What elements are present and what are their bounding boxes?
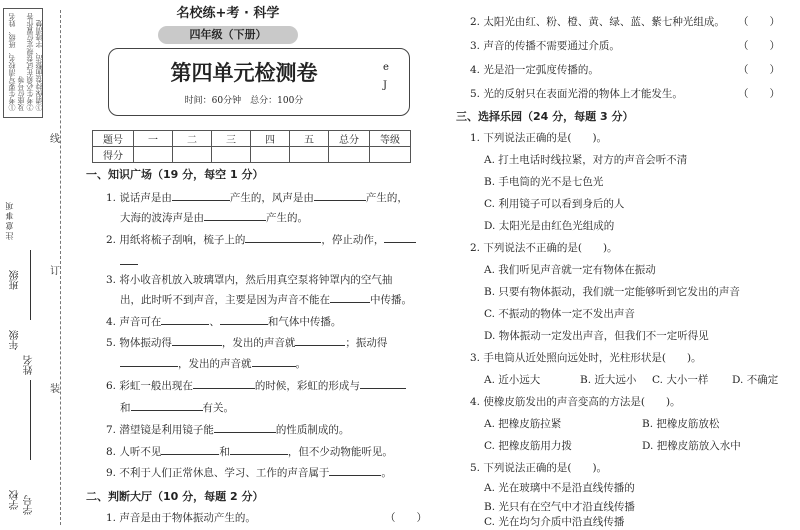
fold-line [60, 10, 61, 525]
question-9: 9. 不利于人们正常休息、学习、工作的声音属于 。 [106, 467, 392, 479]
question-2-cont [120, 254, 138, 268]
answer-paren[interactable]: （ ） [738, 16, 780, 28]
seal-mark-bind: 订 [50, 266, 60, 277]
answer-blank[interactable] [161, 314, 209, 325]
option[interactable]: B. 近大远小 [580, 374, 637, 386]
answer-blank[interactable] [193, 378, 255, 389]
answer-blank[interactable] [172, 190, 230, 201]
question-6: 6. 彩虹一般出现在 的时候，彩虹的形成与 [106, 378, 406, 393]
field-class: 班级 [10, 270, 21, 290]
answer-blank[interactable] [314, 190, 366, 201]
judge-item-5: 5. 光的反射只在表面光滑的物体上才能发生。 [470, 88, 683, 100]
section-1-heading: 一、知识广场（19 分，每空 1 分） [86, 168, 264, 181]
answer-blank[interactable] [161, 444, 219, 455]
answer-blank[interactable] [220, 314, 268, 325]
answer-blank[interactable] [172, 335, 222, 346]
choice-q1: 1. 下列说法正确的是( )。 [470, 132, 608, 144]
question-8: 8. 人听不见 和 ，但不少动物能听见。 [106, 446, 393, 458]
field-name: 姓名 [24, 355, 35, 375]
series-title: 名校练+考 · 科学 [176, 6, 280, 21]
question-3-cont: 出，此时听不到声音，主要是因为声音不能在 中传播。 [120, 294, 412, 306]
judge-item-3: 3. 声音的传播不需要通过介质。 [470, 40, 620, 52]
option[interactable]: A. 近小远大 [484, 374, 541, 386]
question-4: 4. 声音可在 、 和气体中传播。 [106, 316, 342, 328]
question-1-cont: 大海的波涛声是由 产生的。 [120, 212, 308, 224]
field-grade: 年级 [10, 330, 21, 350]
answer-blank[interactable] [214, 422, 276, 433]
option[interactable]: B. 手电筒的光不是七色光 [484, 176, 604, 188]
notice-box [3, 8, 43, 118]
field-line [30, 250, 31, 320]
answer-paren[interactable]: （ ） [738, 40, 780, 52]
question-7: 7. 潜望镜是利用镜子能 的性质制成的。 [106, 424, 350, 436]
choice-q2: 2. 下列说法不正确的是( )。 [470, 242, 618, 254]
field-school: 学校 [10, 490, 21, 510]
table-row: 得分 [93, 147, 411, 163]
judge-item-4: 4. 光是沿一定弧度传播的。 [470, 64, 599, 76]
field-line [30, 380, 31, 460]
question-5-cont: ，发出的声音就 。 [120, 356, 306, 371]
question-5: 5. 物体振动得 ，发出的声音就 ；振动得 [106, 337, 388, 349]
question-3: 3. 将小收音机放入玻璃罩内，然后用真空泵将钟罩内的空气抽 [106, 274, 393, 286]
choice-q4: 4. 使橡皮筋发出的声音变高的方法是( )。 [470, 396, 681, 408]
option[interactable]: B. 光只有在空气中才沿直线传播 [484, 501, 635, 513]
answer-blank[interactable] [230, 444, 288, 455]
exam-meta: 时间：60分钟 总分：100分 [184, 96, 304, 106]
field-id: 学号 [24, 495, 35, 515]
answer-blank[interactable] [329, 465, 381, 476]
judge-item-1: 1. 声音是由于物体振动产生的。 [106, 512, 256, 524]
option[interactable]: A. 把橡皮筋拉紧 [484, 418, 562, 430]
table-row: 题号 一 二 三 四 五 总分 等级 [93, 131, 411, 147]
answer-blank[interactable] [245, 232, 321, 243]
notice-line: ②考生必须在试卷规定位置作答 [26, 13, 34, 111]
answer-blank[interactable] [384, 232, 416, 243]
notice-title: 注意事项 [5, 200, 14, 240]
section-2-heading: 二、判断大厅（10 分，每题 2 分） [86, 490, 264, 503]
judge-item-2: 2. 太阳光由红、粉、橙、黄、绿、蓝、紫七种光组成。 [470, 16, 725, 28]
option[interactable]: C. 把橡皮筋用力拨 [484, 440, 572, 452]
answer-blank[interactable] [252, 356, 296, 367]
option[interactable]: D. 把橡皮筋放入水中 [642, 440, 741, 452]
option[interactable]: D. 太阳光是由红色光组成的 [484, 220, 615, 232]
answer-blank[interactable] [120, 254, 138, 265]
question-1: 1. 说话声是由 产生的，风声是由 产生的， [106, 192, 408, 204]
option[interactable]: D. 物体振动一定发出声音，但我们不一定听得见 [484, 330, 709, 342]
answer-paren[interactable]: （ ） [385, 512, 427, 524]
option[interactable]: C. 利用镜子可以看到身后的人 [484, 198, 625, 210]
answer-blank[interactable] [295, 335, 345, 346]
answer-paren[interactable]: （ ） [738, 88, 780, 100]
option[interactable]: A. 光在玻璃中不是沿直线传播的 [484, 482, 635, 494]
option[interactable]: B. 只要有物体振动，我们就一定能够听到它发出的声音 [484, 286, 740, 298]
grade-badge: 四年级（下册） [158, 26, 298, 44]
question-2: 2. 用纸将梳子刮响，梳子上的 ，停止动作， [106, 232, 416, 247]
score-table [92, 130, 411, 163]
title-box [108, 48, 410, 116]
answer-blank[interactable] [360, 378, 406, 389]
option[interactable]: C. 光在均匀介质中沿直线传播 [484, 516, 625, 528]
answer-paren[interactable]: （ ） [738, 64, 780, 76]
answer-blank[interactable] [120, 356, 178, 367]
notice-line: ①考生要写清校名、班级、姓名及座位号等 [8, 13, 25, 111]
option[interactable]: A. 我们听见声音就一定有物体在振动 [484, 264, 656, 276]
answer-blank[interactable] [204, 210, 266, 221]
seal-mark-staple: 装 [50, 384, 60, 395]
notice-line: ③请保持卷面整洁、字迹清楚 [35, 20, 43, 111]
option[interactable]: C. 不振动的物体一定不发出声音 [484, 308, 635, 320]
option[interactable]: A. 打土电话时线拉紧，对方的声音会听不清 [484, 154, 688, 166]
answer-blank[interactable] [330, 292, 370, 303]
seal-mark-line: 线 [50, 134, 60, 145]
answer-blank[interactable] [131, 400, 203, 411]
section-3-heading: 三、选择乐园（24 分，每题 3 分） [456, 110, 634, 123]
option[interactable]: B. 把橡皮筋放松 [642, 418, 720, 430]
question-6-cont: 和 有关。 [120, 402, 234, 414]
option[interactable]: C. 大小一样 [652, 374, 709, 386]
binding-strip [0, 0, 60, 530]
title-side-marks: e J [383, 62, 389, 91]
choice-q3: 3. 手电筒从近处照向远处时，光柱形状是( )。 [470, 352, 702, 364]
exam-title: 第四单元检测卷 [170, 61, 318, 85]
choice-q5: 5. 下列说法正确的是( )。 [470, 462, 608, 474]
option[interactable]: D. 不确定 [732, 374, 779, 386]
